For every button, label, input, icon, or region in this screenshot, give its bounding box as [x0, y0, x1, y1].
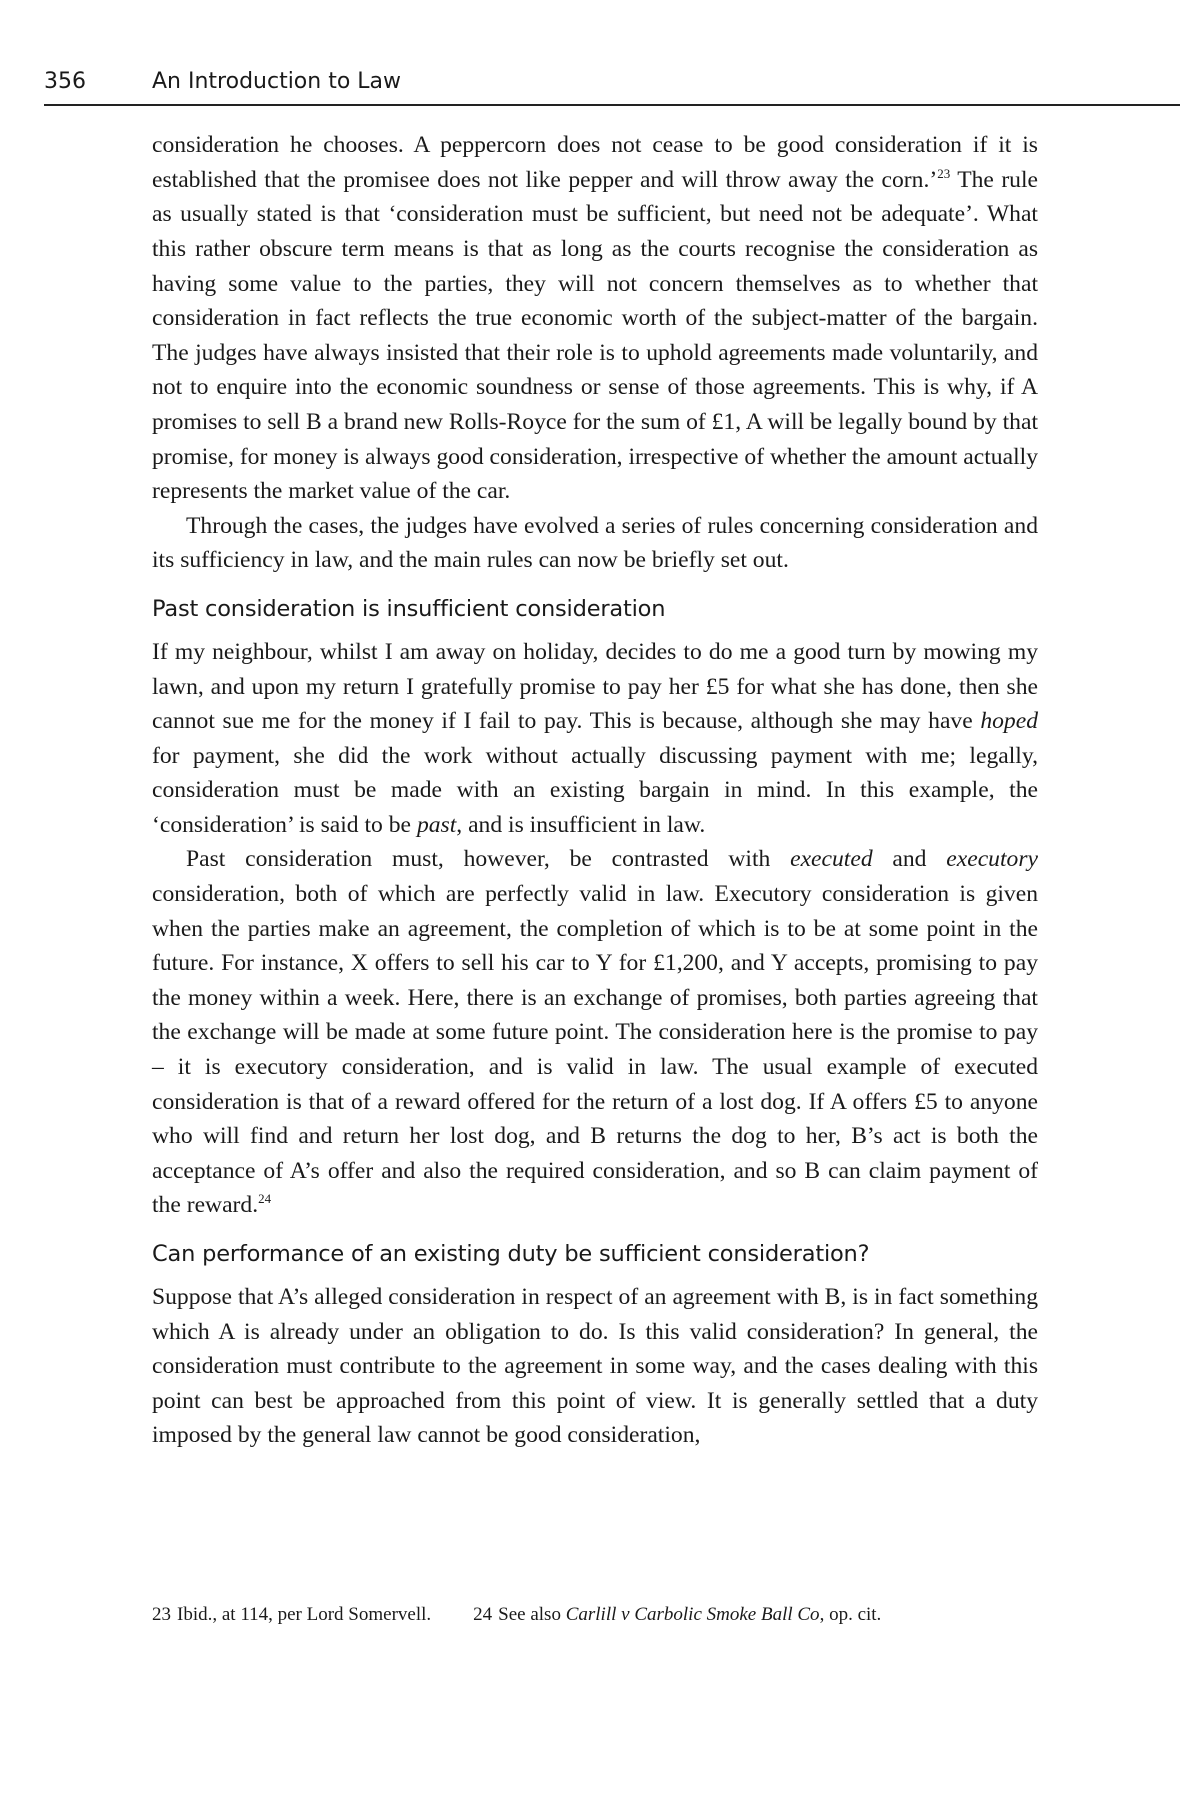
footnote-text: See also — [498, 1604, 566, 1625]
paragraph-text: The rule as usually stated is that ‘consideration must be sufficient, but need not be adequate’. What this rather obscure term means is that as long as the courts recognise the consideration as having some value to the parties, they will not concern themselves as to whether that consideration in fact reflects the true economic worth of the subject-matter of the bargain. The judges have always insisted that their role is to uphold agreements made voluntarily, and not to enquire into the economic soundness or sense of those agreements. This is why, if A promises to sell B a brand new Rolls-Royce for the sum of £1, A will be legally bound by that promise, for money is always good consideration, irrespective of whether the amount actually represents the market value of the car. — [152, 166, 1039, 505]
footnote-text: , op. cit. — [819, 1604, 882, 1625]
case-citation: Carlill v Carbolic Smoke Ball Co — [565, 1604, 820, 1625]
footnote-24 — [473, 1602, 881, 1628]
footnote-text: Ibid., at 114, per Lord Somervell. — [177, 1604, 432, 1625]
paragraph-text: If my neighbour, whilst I am away on holiday, decides to do me a good turn by mowing my lawn, and upon my return I gratefully promise to pay her £5 for what she has done, then she cannot sue me for the money if I fail to pay. This is because, although she may have — [152, 638, 1038, 735]
paragraph-2: Through the cases, the judges have evolved a series of rules concerning consideration and its sufficiency in law, and the main rules can now be briefly set out. — [152, 512, 1038, 574]
paragraph-3 — [152, 635, 1038, 843]
paragraph-text: consideration, both of which are perfectly valid in law. Executory consideration is given when the parties make an agreement, the completion of which is to be at some point in the future. For instance, X offers to sell his car to Y for £1,200, and Y accepts, promising to pay the money within a week. Here, there is an exchange of promises, both parties agreeing that the exchange will be made at some future point. The consideration here is the promise to pay – it is executory consideration, and is valid in law. The usual example of executed consideration is that of a reward offered for the return of a lost dog. If A offers £5 to anyone who will find and return her lost dog, and B returns the dog to her, B’s act is both the acceptance of A’s offer and also the required consideration, and so B can claim payment of the reward. — [152, 881, 1038, 1219]
emphasis-text: hoped — [980, 708, 1038, 735]
footnotes — [152, 1602, 1038, 1628]
footnote-ref-23: 23 — [937, 165, 951, 181]
emphasis-text: executed — [790, 846, 873, 873]
paragraph-text: Past consideration must, however, be contrasted with — [186, 846, 791, 873]
paragraph-4 — [152, 842, 1038, 1223]
emphasis-text: past — [416, 811, 457, 838]
paragraph-text: for payment, she did the work without actually discussing payment with me; legally, consideration must be made with an existing bargain in mind. In this example, the ‘consideration’ is said to be — [152, 742, 1038, 838]
footnote-23 — [152, 1602, 431, 1628]
paragraph-1 — [152, 128, 1038, 509]
book-title: An Introduction to Law — [152, 69, 402, 94]
section-heading-past-consideration: Past consideration is insufficient consideration — [152, 595, 666, 622]
section-heading-existing-duty: Can performance of an existing duty be sufficient consideration? — [152, 1241, 870, 1267]
paragraph-text: and — [872, 846, 947, 873]
page — [44, 69, 1039, 1453]
paragraph-text: , and is insufficient in law. — [456, 811, 706, 838]
footnote-number: 23 — [152, 1604, 171, 1625]
body-text — [152, 128, 1038, 1453]
paragraph-text: consideration he chooses. A peppercorn does not cease to be good consideration if it is established that the promisee does not like pepper and will throw away the corn.’ — [152, 132, 1038, 193]
footnote-number: 24 — [473, 1604, 493, 1625]
paragraph-5: Suppose that A’s alleged consideration in respect of an agreement with B, is in fact something which A is already under an obligation to do. Is this valid consideration? In general, the consideration must contribute to the agreement in some way, and the cases dealing with this point can best be approached from this point of view. It is generally settled that a duty imposed by the general law cannot be good consideration, — [152, 1284, 1038, 1449]
page-number: 356 — [44, 69, 86, 94]
running-head — [44, 70, 1180, 106]
emphasis-text: executory — [946, 846, 1038, 873]
footnote-ref-24: 24 — [258, 1191, 272, 1207]
